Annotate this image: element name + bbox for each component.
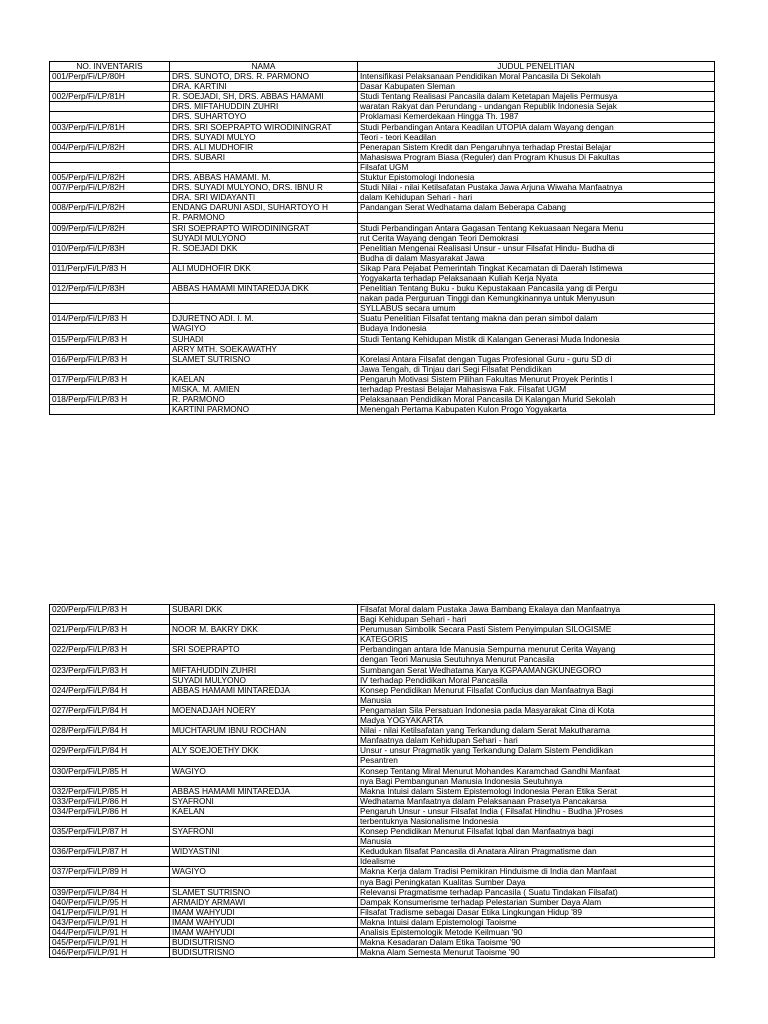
cell-nama: DRA. SRI WIDAYANTI xyxy=(170,193,358,203)
cell-judul: nakan pada Perguruan Tinggi dan Kemungkinannya untuk Menyusun xyxy=(358,294,715,304)
cell-nama: R. PARMONO xyxy=(170,395,358,405)
cell-no-inventaris xyxy=(50,344,170,354)
cell-nama: DRS. SUBARI xyxy=(170,152,358,162)
cell-judul: Studi Tentang Realisasi Pancasila dalam Ketetapan Majelis Permusya xyxy=(358,92,715,102)
cell-no-inventaris: 028/Perp/Fi/LP/84 H xyxy=(50,726,170,736)
cell-nama: ABBAS HAMAMI MINTAREDJA xyxy=(170,786,358,796)
table-row xyxy=(50,132,715,142)
cell-nama: DRS. SUHARTOYO xyxy=(170,112,358,122)
cell-nama: KAELAN xyxy=(170,806,358,816)
cell-judul: Relevansi Pragmatisme terhadap Pancasila ( Suatu Tindakan Filsafat) xyxy=(358,887,715,897)
cell-no-inventaris xyxy=(50,324,170,334)
cell-nama xyxy=(170,816,358,826)
table-row xyxy=(50,294,715,304)
cell-judul: Konsep Pendidikan Menurut Filsafat Confucius dan Manfaatnya Bagi xyxy=(358,685,715,695)
cell-no-inventaris: 010/Perp/Fi/LP/83H xyxy=(50,243,170,253)
cell-nama: KAELAN xyxy=(170,374,358,384)
table-row xyxy=(50,695,715,705)
cell-judul: Sumbangan Serat Wedhatama Karya KGPAAMANGKUNEGORO xyxy=(358,665,715,675)
cell-nama xyxy=(170,162,358,172)
cell-nama: R. SOEJADI DKK xyxy=(170,243,358,253)
cell-judul: Makna Intuisi dalam Epistemologi Taoisme xyxy=(358,917,715,927)
cell-nama xyxy=(170,716,358,726)
cell-judul: Teori - teori Keadilan xyxy=(358,132,715,142)
cell-no-inventaris xyxy=(50,655,170,665)
table-row xyxy=(50,314,715,324)
cell-no-inventaris: 022/Perp/Fi/LP/83 H xyxy=(50,645,170,655)
cell-nama: DRS. SUYADI MULYO xyxy=(170,132,358,142)
cell-no-inventaris xyxy=(50,857,170,867)
cell-judul: Manusia xyxy=(358,837,715,847)
table-row xyxy=(50,685,715,695)
cell-nama: KARTINI PARMONO xyxy=(170,405,358,415)
table-row xyxy=(50,243,715,253)
table-row xyxy=(50,897,715,907)
table-row xyxy=(50,605,715,615)
cell-no-inventaris xyxy=(50,233,170,243)
cell-no-inventaris: 041/Perp/Fi/LP/91 H xyxy=(50,907,170,917)
cell-nama: DRA. KARTINI xyxy=(170,82,358,92)
cell-no-inventaris xyxy=(50,364,170,374)
cell-judul: Pengaruh Unsur - unsur Filsafat India ( Filsafat Hindhu - Budha )Proses xyxy=(358,806,715,816)
cell-nama xyxy=(170,776,358,786)
cell-nama: WAGIYO xyxy=(170,324,358,334)
cell-judul xyxy=(358,213,715,223)
table-row xyxy=(50,273,715,283)
cell-no-inventaris: 014/Perp/Fi/LP/83 H xyxy=(50,314,170,324)
cell-nama: ABBAS HAMAMI MINTAREDJA DKK xyxy=(170,284,358,294)
cell-judul: Budaya Indonesia xyxy=(358,324,715,334)
table-row xyxy=(50,213,715,223)
table-row xyxy=(50,344,715,354)
table-row xyxy=(50,374,715,384)
table-row xyxy=(50,867,715,877)
table-row xyxy=(50,82,715,92)
table-header-row xyxy=(50,62,715,72)
table-row xyxy=(50,324,715,334)
cell-judul: Pelaksanaan Pendidikan Moral Pancasila Di Kalangan Murid Sekolah xyxy=(358,395,715,405)
table-row xyxy=(50,625,715,635)
table-row xyxy=(50,877,715,887)
cell-nama: BUDISUTRISNO xyxy=(170,948,358,958)
cell-no-inventaris: 040/Perp/Fi/LP/95 H xyxy=(50,897,170,907)
cell-judul: Studi Tentang Kehidupan Mistik di Kalangan Generasi Muda Indonesia xyxy=(358,334,715,344)
table-row xyxy=(50,152,715,162)
cell-no-inventaris xyxy=(50,102,170,112)
cell-judul: Penelitian Mengenai Realisasi Unsur - unsur Filsafat Hindu- Budha di xyxy=(358,243,715,253)
table-row xyxy=(50,907,715,917)
cell-nama: SUYADI MULYONO xyxy=(170,233,358,243)
cell-judul: Filsafat Moral dalam Pustaka Jawa Bambang Ekalaya dan Manfaatnya xyxy=(358,605,715,615)
cell-judul: nya Bagi Peningkatan Kualitas Sumber Daya xyxy=(358,877,715,887)
cell-judul: Menengah Pertama Kabupaten Kulon Progo Yogyakarta xyxy=(358,405,715,415)
cell-nama: BUDISUTRISNO xyxy=(170,938,358,948)
cell-no-inventaris: 002/Perp/Fi/LP/81H xyxy=(50,92,170,102)
cell-judul: Studi Nilai - nilai Ketilsafatan Pustaka Jawa Arjuna Wiwaha Manfaatnya xyxy=(358,183,715,193)
table-row xyxy=(50,162,715,172)
cell-nama xyxy=(170,304,358,314)
inventory-table-bottom xyxy=(49,604,715,958)
cell-nama xyxy=(170,615,358,625)
cell-no-inventaris xyxy=(50,716,170,726)
cell-no-inventaris: 020/Perp/Fi/LP/83 H xyxy=(50,605,170,615)
cell-judul: Studi Perbandingan Antara Gagasan Tentang Kekuasaan Negara Menu xyxy=(358,223,715,233)
cell-nama: IMAM WAHYUDI xyxy=(170,907,358,917)
table-row xyxy=(50,354,715,364)
cell-nama: ENDANG DARUNI ASDI, SUHARTOYO H xyxy=(170,203,358,213)
cell-no-inventaris: 033/Perp/Fi/LP/86 H xyxy=(50,796,170,806)
header-judul-penelitian: JUDUL PENELITIAN xyxy=(358,62,715,72)
cell-judul: Pengaruh Motivasi Sistem Pilihan Fakultas Menurut Proyek Perintis I xyxy=(358,374,715,384)
cell-nama: SRI SOEPRAPTO WIRODININGRAT xyxy=(170,223,358,233)
cell-judul: KATEGORIS xyxy=(358,635,715,645)
cell-nama: ABBAS HAMAMI MINTAREDJA xyxy=(170,685,358,695)
cell-judul: nya Bagi Pembangunan Manusia Indonesia Seutuhnya xyxy=(358,776,715,786)
cell-judul: waratan Rakyat dan Perundang - undangan Republik Indonesia Sejak xyxy=(358,102,715,112)
cell-nama xyxy=(170,253,358,263)
cell-nama: WAGIYO xyxy=(170,867,358,877)
cell-judul: Stuktur Epistomologi Indonesia xyxy=(358,173,715,183)
cell-nama xyxy=(170,655,358,665)
table-body-bottom xyxy=(50,605,715,958)
table-row xyxy=(50,776,715,786)
cell-no-inventaris: 015/Perp/Fi/LP/83 H xyxy=(50,334,170,344)
cell-judul: Perbandingan antara Ide Manusia Sempurna menurut Cerita Wayang xyxy=(358,645,715,655)
cell-judul: Analisis Epistemologik Metode Keilmuan '90 xyxy=(358,928,715,938)
cell-judul: Penelitian Tentang Buku - buku Kepustakaan Pancasila yang di Pergu xyxy=(358,284,715,294)
cell-judul xyxy=(358,344,715,354)
cell-judul: Konsep Tentang Miral Menurut Mohandes Karamchad Gandhi Manfaat xyxy=(358,766,715,776)
table-row xyxy=(50,122,715,132)
table-row xyxy=(50,716,715,726)
cell-nama: WIDYASTINI xyxy=(170,847,358,857)
table-row xyxy=(50,847,715,857)
cell-no-inventaris: 034/Perp/Fi/LP/86 H xyxy=(50,806,170,816)
table-row xyxy=(50,736,715,746)
cell-nama xyxy=(170,695,358,705)
cell-nama: DRS. MIFTAHUDDIN ZUHRI xyxy=(170,102,358,112)
cell-nama xyxy=(170,736,358,746)
cell-judul: Penerapan Sistem Kredit dan Pengaruhnya terhadap Prestai Belajar xyxy=(358,142,715,152)
header-no-inventaris: NO. INVENTARIS xyxy=(50,62,170,72)
cell-nama xyxy=(170,635,358,645)
cell-no-inventaris: 030/Perp/Fi/LP/85 H xyxy=(50,766,170,776)
cell-judul: terhadap Prestasi Belajar Mahasiswa Fak. Filsafat UGM xyxy=(358,385,715,395)
cell-no-inventaris xyxy=(50,816,170,826)
table-row xyxy=(50,675,715,685)
cell-nama: R. PARMONO xyxy=(170,213,358,223)
cell-nama: ARRY MTH. SOEKAWATHY xyxy=(170,344,358,354)
cell-nama: NOOR M. BAKRY DKK xyxy=(170,625,358,635)
table-row xyxy=(50,938,715,948)
cell-judul: Wedhatama Manfaatnya dalam Pelaksanaan Prasetya Pancakarsa xyxy=(358,796,715,806)
cell-nama: WAGIYO xyxy=(170,766,358,776)
cell-nama: ALI MUDHOFIR DKK xyxy=(170,263,358,273)
cell-no-inventaris xyxy=(50,304,170,314)
table-row xyxy=(50,837,715,847)
cell-judul: terbentuknya Nasionalisme Indonesia xyxy=(358,816,715,826)
table-row xyxy=(50,887,715,897)
cell-judul: Makna Kesadaran Dalam Etika Taoisme '90 xyxy=(358,938,715,948)
cell-nama: MUCHTARUM IBNU ROCHAN xyxy=(170,726,358,736)
cell-no-inventaris: 004/Perp/Fi/LP/82H xyxy=(50,142,170,152)
table-row xyxy=(50,726,715,736)
cell-no-inventaris: 045/Perp/Fi/LP/91 H xyxy=(50,938,170,948)
table-row xyxy=(50,334,715,344)
cell-judul: Dampak Konsumerisme terhadap Pelestarian Sumber Daya Alam xyxy=(358,897,715,907)
table-row xyxy=(50,615,715,625)
table-row xyxy=(50,395,715,405)
table-row xyxy=(50,183,715,193)
cell-no-inventaris xyxy=(50,213,170,223)
cell-judul: SYLLABUS secara umum xyxy=(358,304,715,314)
cell-judul: Makna Kerja dalam Tradisi Pemikiran Hinduisme di India dan Manfaat xyxy=(358,867,715,877)
cell-no-inventaris xyxy=(50,273,170,283)
cell-judul: Pesantren xyxy=(358,756,715,766)
cell-no-inventaris xyxy=(50,294,170,304)
cell-judul: Manfaatnya dalam Kehidupan Sehari - hari xyxy=(358,736,715,746)
cell-no-inventaris: 039/Perp/Fi/LP/84 H xyxy=(50,887,170,897)
table-row xyxy=(50,102,715,112)
table-row xyxy=(50,304,715,314)
cell-no-inventaris xyxy=(50,82,170,92)
table-row xyxy=(50,746,715,756)
cell-nama: MIFTAHUDDIN ZUHRI xyxy=(170,665,358,675)
table-row xyxy=(50,385,715,395)
table-row xyxy=(50,284,715,294)
cell-no-inventaris: 003/Perp/Fi/LP/81H xyxy=(50,122,170,132)
table-row xyxy=(50,635,715,645)
cell-judul: Nilai - nilai Ketilsafatan yang Terkandung dalam Serat Makutharama xyxy=(358,726,715,736)
table-row xyxy=(50,645,715,655)
cell-judul: Budha di dalam Masyarakat Jawa xyxy=(358,253,715,263)
cell-judul: Mahasiswa Program Biasa (Reguler) dan Program Khusus Di Fakultas xyxy=(358,152,715,162)
cell-judul: IV terhadap Pendidikan Moral Pancasila xyxy=(358,675,715,685)
cell-nama xyxy=(170,857,358,867)
cell-nama: DRS. SUNOTO, DRS. R. PARMONO xyxy=(170,72,358,82)
table-row xyxy=(50,405,715,415)
table-row xyxy=(50,223,715,233)
cell-no-inventaris: 035/Perp/Fi/LP/87 H xyxy=(50,827,170,837)
table-row xyxy=(50,766,715,776)
cell-judul: Proklamasi Kemerdekaan Hingga Th. 1987 xyxy=(358,112,715,122)
cell-nama xyxy=(170,273,358,283)
inventory-table-top xyxy=(49,61,715,415)
table-row xyxy=(50,816,715,826)
cell-nama: SUHADI xyxy=(170,334,358,344)
cell-no-inventaris: 008/Perp/Fi/LP/82H xyxy=(50,203,170,213)
table-row xyxy=(50,142,715,152)
cell-judul: Konsep Pendidikan Menurut Filsafat Iqbal dan Manfaatnya bagi xyxy=(358,827,715,837)
cell-no-inventaris: 001/Perp/Fi/LP/80H xyxy=(50,72,170,82)
cell-judul: Jawa Tengah, di Tinjau dari Segi Filsafat Pendidikan xyxy=(358,364,715,374)
cell-judul: Makna Alam Semesta Menurut Taoisme '90 xyxy=(358,948,715,958)
cell-no-inventaris xyxy=(50,776,170,786)
cell-no-inventaris xyxy=(50,837,170,847)
cell-no-inventaris: 011/Perp/Fi/LP/83 H xyxy=(50,263,170,273)
cell-no-inventaris xyxy=(50,675,170,685)
cell-no-inventaris xyxy=(50,756,170,766)
cell-judul: Filsafat Tradisme sebagai Dasar Etika Lingkungan Hidup '89 xyxy=(358,907,715,917)
cell-nama: SYAFRONI xyxy=(170,827,358,837)
cell-no-inventaris: 017/Perp/Fi/LP/83 H xyxy=(50,374,170,384)
table-row xyxy=(50,928,715,938)
cell-judul: Sikap Para Pejabat Pemerintah Tingkat Kecamatan di Daerah Istimewa xyxy=(358,263,715,273)
cell-nama: DJURETNO ADI. I. M. xyxy=(170,314,358,324)
cell-no-inventaris: 024/Perp/Fi/LP/84 H xyxy=(50,685,170,695)
cell-judul: Studi Perbandingan Antara Keadilan UTOPIA dalam Wayang dengan xyxy=(358,122,715,132)
cell-no-inventaris: 009/Perp/Fi/LP/82H xyxy=(50,223,170,233)
cell-no-inventaris: 023/Perp/Fi/LP/83 H xyxy=(50,665,170,675)
table-row xyxy=(50,756,715,766)
cell-no-inventaris xyxy=(50,405,170,415)
cell-judul: Korelasi Antara Filsafat dengan Tugas Profesional Guru - guru SD di xyxy=(358,354,715,364)
table-row xyxy=(50,193,715,203)
table-row xyxy=(50,203,715,213)
cell-no-inventaris xyxy=(50,385,170,395)
cell-nama: DRS. ALI MUDHOFIR xyxy=(170,142,358,152)
cell-nama: SLAMET SUTRISNO xyxy=(170,887,358,897)
cell-judul: Pandangan Serat Wedhatama dalam Beberapa Cabang xyxy=(358,203,715,213)
cell-judul: Idealisme xyxy=(358,857,715,867)
cell-judul: rut Cerita Wayang dengan Teori Demokrasi xyxy=(358,233,715,243)
cell-nama: SUBARI DKK xyxy=(170,605,358,615)
cell-no-inventaris: 018/Perp/Fi/LP/83 H xyxy=(50,395,170,405)
cell-nama: IMAM WAHYUDI xyxy=(170,928,358,938)
cell-no-inventaris: 037/Perp/Fi/LP/89 H xyxy=(50,867,170,877)
cell-nama xyxy=(170,837,358,847)
table-row xyxy=(50,72,715,82)
cell-no-inventaris xyxy=(50,152,170,162)
cell-nama: DRS. ABBAS HAMAMI. M. xyxy=(170,173,358,183)
cell-judul: Pengamalan Sila Persatuan Indonesia pada Masyarakat Cina di Kota xyxy=(358,705,715,715)
cell-nama: R. SOEJADI, SH, DRS. ABBAS HAMAMI xyxy=(170,92,358,102)
table-row xyxy=(50,665,715,675)
cell-nama xyxy=(170,364,358,374)
cell-judul: Makna Intuisi dalam Sistem Epistemologi Indonesia Peran Etika Serat xyxy=(358,786,715,796)
table-row xyxy=(50,263,715,273)
table-row xyxy=(50,173,715,183)
cell-judul: Unsur - unsur Pragmatik yang Terkandung Dalam Sistem Pendidikan xyxy=(358,746,715,756)
cell-no-inventaris: 046/Perp/Fi/LP/91 H xyxy=(50,948,170,958)
table-row xyxy=(50,827,715,837)
cell-no-inventaris xyxy=(50,162,170,172)
table-row xyxy=(50,786,715,796)
cell-nama: SRI SOEPRAPTO xyxy=(170,645,358,655)
cell-nama: DRS. SUYADI MULYONO, DRS. IBNU R xyxy=(170,183,358,193)
cell-nama: ARMAIDY ARMAWI xyxy=(170,897,358,907)
cell-nama: MISKA. M. AMIEN xyxy=(170,385,358,395)
cell-no-inventaris xyxy=(50,253,170,263)
cell-no-inventaris: 044/Perp/Fi/LP/91 H xyxy=(50,928,170,938)
table-row xyxy=(50,806,715,816)
table-row xyxy=(50,92,715,102)
cell-judul: dalam Kehidupan Sehari - hari xyxy=(358,193,715,203)
cell-no-inventaris: 029/Perp/Fi/LP/84 H xyxy=(50,746,170,756)
cell-nama: SYAFRONI xyxy=(170,796,358,806)
cell-no-inventaris: 032/Perp/Fi/LP/85 H xyxy=(50,786,170,796)
table-body-top xyxy=(50,72,715,415)
cell-nama: SLAMET SUTRISNO xyxy=(170,354,358,364)
cell-no-inventaris: 036/Perp/Fi/LP/87 H xyxy=(50,847,170,857)
cell-nama xyxy=(170,877,358,887)
cell-nama: IMAM WAHYUDI xyxy=(170,917,358,927)
table-row xyxy=(50,705,715,715)
table-row xyxy=(50,364,715,374)
cell-nama: ALY SOEJOETHY DKK xyxy=(170,746,358,756)
cell-no-inventaris: 007/Perp/Fi/LP/82H xyxy=(50,183,170,193)
cell-nama: MOENADJAH NOERY xyxy=(170,705,358,715)
cell-no-inventaris: 027/Perp/Fi/LP/84 H xyxy=(50,705,170,715)
table-row xyxy=(50,655,715,665)
cell-no-inventaris xyxy=(50,877,170,887)
cell-judul: Yogyakarta terhadap Pelaksanaan Kuliah Kerja Nyata xyxy=(358,273,715,283)
table-row xyxy=(50,857,715,867)
cell-nama: SUYADI MULYONO xyxy=(170,675,358,685)
table-row xyxy=(50,233,715,243)
cell-nama xyxy=(170,294,358,304)
cell-judul: Suatu Penelitian Filsafat tentang makna dan peran simbol dalam xyxy=(358,314,715,324)
cell-no-inventaris: 005/Perp/Fi/LP/82H xyxy=(50,173,170,183)
table-row xyxy=(50,253,715,263)
cell-no-inventaris xyxy=(50,695,170,705)
cell-judul: Madya YOGYAKARTA xyxy=(358,716,715,726)
cell-judul: Intensifikasi Pelaksanaan Pendidikan Moral Pancasila Di Sekolah xyxy=(358,72,715,82)
cell-judul: Dasar Kabupaten Sleman xyxy=(358,82,715,92)
cell-judul: Kedudukan filsafat Pancasila di Anatara Aliran Pragmatisme dan xyxy=(358,847,715,857)
cell-nama: DRS. SRI SOEPRAPTO WIRODININGRAT xyxy=(170,122,358,132)
table-row xyxy=(50,796,715,806)
cell-judul: dengan Teori Manusia Seutuhnya Menurut Pancasila xyxy=(358,655,715,665)
cell-no-inventaris: 016/Perp/Fi/LP/83 H xyxy=(50,354,170,364)
cell-no-inventaris: 012/Perp/Fi/LP/83H xyxy=(50,284,170,294)
cell-no-inventaris: 021/Perp/Fi/LP/83 H xyxy=(50,625,170,635)
cell-no-inventaris: 043/Perp/Fi/LP/91 H xyxy=(50,917,170,927)
cell-judul: Bagi Kehidupan Sehari - hari xyxy=(358,615,715,625)
cell-judul: Manusia xyxy=(358,695,715,705)
table-row xyxy=(50,948,715,958)
cell-no-inventaris xyxy=(50,635,170,645)
header-nama: NAMA xyxy=(170,62,358,72)
table-row xyxy=(50,112,715,122)
cell-no-inventaris xyxy=(50,193,170,203)
cell-no-inventaris xyxy=(50,615,170,625)
cell-no-inventaris xyxy=(50,132,170,142)
cell-no-inventaris xyxy=(50,112,170,122)
cell-nama xyxy=(170,756,358,766)
cell-no-inventaris xyxy=(50,736,170,746)
cell-judul: Perumusan Simbolik Secara Pasti Sistem Penyimpulan SILOGISME xyxy=(358,625,715,635)
table-row xyxy=(50,917,715,927)
cell-judul: Filsafat UGM xyxy=(358,162,715,172)
